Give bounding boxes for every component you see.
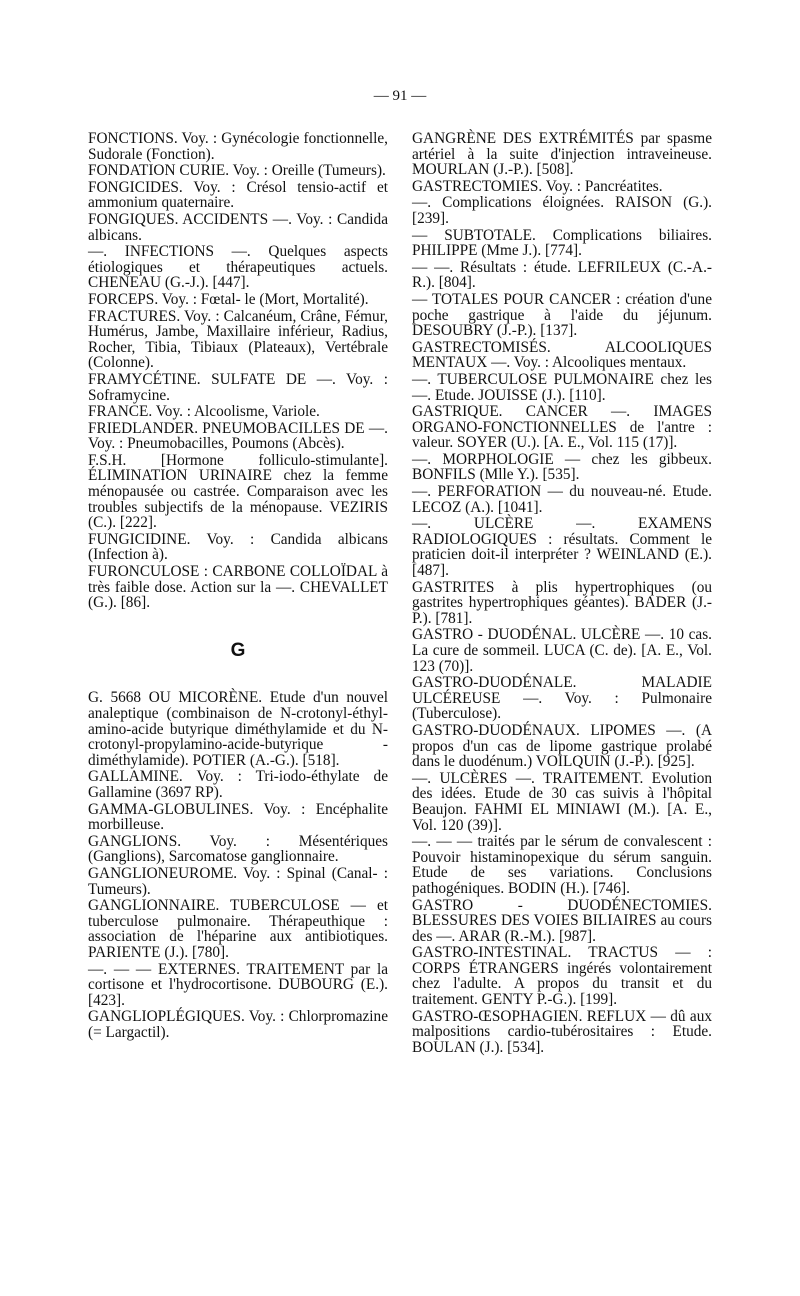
index-entry: —. — — EXTERNES. TRAITEMENT par la cortisone et l'hydrocortisone. DUBOURG (E.). [423]. bbox=[88, 960, 388, 1009]
left-column bbox=[88, 131, 388, 1041]
index-entry: GANGLIONNAIRE. TUBERCULOSE — et tuberculose pulmonaire. Thérapeuthique : association de l'héparine aux antibiotiques. PARIENTE (J.). [780]. bbox=[88, 897, 388, 961]
index-entry: FORCEPS. Voy. : Fœtal- le (Mort, Mortalité). bbox=[88, 290, 369, 308]
index-entry: GASTRO - DUODÉNECTOMIES. BLESSURES DES VOIES BILIAIRES au cours des —. ARAR (R.-M.). [987]. bbox=[412, 896, 712, 945]
index-entry: GASTRO - DUODÉNAL. ULCÈRE —. 10 cas. La cure de sommeil. LUCA (C. de). [A. E., Vol. 123 (70)]. bbox=[412, 626, 712, 675]
index-entry: GASTRO-ŒSOPHAGIEN. REFLUX — dû aux malpositions cardio-tubérositaires : Etude. BOULAN (J.). [534]. bbox=[412, 1007, 712, 1056]
index-entry: — —. Résultats : étude. LEFRILEUX (C.-A.-R.). [804]. bbox=[412, 258, 712, 292]
index-entry: GALLAMINE. Voy. : Tri-iodo-éthylate de Gallamine (3697 RP). bbox=[88, 768, 388, 801]
index-entry: FRACTURES. Voy. : Calcanéum, Crâne, Fémur, Humérus, Jambe, Maxillaire inférieur, Radius, Rocher, Tibia, Tibiaux (Plateaux), Vertébrale (Colonne). bbox=[88, 307, 388, 372]
index-entry: F.S.H. [Hormone folliculo-stimulante]. ÉLIMINATION URINAIRE chez la femme ménopausée ou castrée. Comparaison avec les troubles subjectifs de la ménopause. VEZIRIS (C.). [222]. bbox=[88, 451, 388, 532]
index-entry: —. Complications éloignées. RAISON (G.). [239]. bbox=[412, 194, 712, 227]
right-column bbox=[412, 131, 712, 1056]
index-entry: GANGLIONEUROME. Voy. : Spinal (Canal- : Tumeurs). bbox=[88, 864, 388, 898]
index-entry: FONGICIDES. Voy. : Crésol tensio-actif et ammonium quaternaire. bbox=[88, 178, 388, 212]
index-entry: — TOTALES POUR CANCER : création d'une poche gastrique à l'aide du jéjunum. DESOUBRY (J.-P.). [137]. bbox=[412, 290, 712, 340]
index-entry: FONDATION CURIE. Voy. : Oreille (Tumeurs). bbox=[88, 162, 386, 180]
index-entry: GANGLIOPLÉGIQUES. Voy. : Chlorpromazine (= Largactil). bbox=[88, 1008, 388, 1041]
right-entries bbox=[412, 131, 712, 1055]
index-entry: —. TUBERCULOSE PULMONAIRE chez les —. Etude. JOUISSE (J.). [110]. bbox=[412, 370, 712, 404]
index-entry: GASTRO-DUODÉNAUX. LIPOMES —. (A propos d'un cas de lipome gastrique prolabé dans le duodénum.) VOILQUIN (J.-P.). [925]. bbox=[412, 721, 712, 771]
index-entry: —. ULCÈRE —. EXAMENS RADIOLOGIQUES : résultats. Comment le praticien doit-il interpréter ? WEINLAND (E.). [487]. bbox=[412, 515, 712, 580]
index-entry: GANGRÈNE DES EXTRÉMITÉS par spasme artériel à la suite d'injection intraveineuse. MOURLAN (J.-P.). [508]. bbox=[412, 130, 712, 179]
index-entry: —. ULCÈRES —. TRAITEMENT. Evolution des idées. Etude de 30 cas suivis à l'hôpital Beaujon. FAHMI EL MINIAWI (M.). [A. E., Vol. 120 (39)]. bbox=[412, 769, 712, 834]
index-entry: FONCTIONS. Voy. : Gynécologie fonctionnelle, Sudorale (Fonction). bbox=[88, 130, 388, 163]
index-entry: FONGIQUES. ACCIDENTS —. Voy. : Candida albicans. bbox=[88, 210, 388, 244]
index-entry: —. MORPHOLOGIE — chez les gibbeux. BONFILS (Mlle Y.). [535]. bbox=[412, 450, 712, 484]
index-entry: GASTRITES à plis hypertrophiques (ou gastrites hypertrophiques géantes). BADER (J.-P.). [781]. bbox=[412, 578, 712, 627]
left-entries bbox=[88, 131, 388, 611]
index-entry: GASTRECTOMISÉS. ALCOOLIQUES MENTAUX —. Voy. : Alcooliques mentaux. bbox=[412, 338, 712, 372]
index-entry: FUNGICIDINE. Voy. : Candida albicans (Infection à). bbox=[88, 530, 388, 564]
section-letter: G bbox=[230, 639, 246, 661]
index-entry: GASTRECTOMIES. Voy. : Pancréatites. bbox=[412, 177, 663, 195]
index-entry: GASTRO-INTESTINAL. TRACTUS — : CORPS ÉTRANGERS ingérés volontairement chez l'adulte. A propos du transit et du traitement. GENTY P.-G.). [199]. bbox=[412, 944, 712, 1009]
index-entry: FRAMYCÉTINE. SULFATE DE —. Voy. : Soframycine. bbox=[88, 370, 388, 404]
index-entry: G. 5668 OU MICORÈNE. Etude d'un nouvel analeptique (combinaison de N-crotonyl-éthyl-amino-acide butyrique diméthylamide et du N-crotonyl-propylamino-acide-butyrique - diméthylamide). POTIER (A.-G.). [518]. bbox=[88, 689, 388, 769]
left-g-entries bbox=[88, 690, 388, 1040]
index-entry: — SUBTOTALE. Complications biliaires. PHILIPPE (Mme J.). [774]. bbox=[412, 226, 712, 260]
index-entry: GASTRO-DUODÉNALE. MALADIE ULCÉREUSE —. Voy. : Pulmonaire (Tuberculose). bbox=[412, 674, 712, 723]
index-entry: FRIEDLANDER. PNEUMOBACILLES DE —. Voy. : Pneumobacilles, Poumons (Abcès). bbox=[88, 419, 388, 453]
index-entry: GANGLIONS. Voy. : Mésentériques (Ganglions), Sarcomatose ganglionnaire. bbox=[88, 832, 388, 866]
index-entry: FURONCULOSE : CARBONE COLLOÏDAL à très faible dose. Action sur la —. CHEVALLET (G.). [86]. bbox=[88, 563, 388, 612]
index-entry: —. PERFORATION — du nouveau-né. Etude. LECOZ (A.). [1041]. bbox=[412, 483, 712, 516]
index-entry: —. INFECTIONS —. Quelques aspects étiologiques et thérapeutiques actuels. CHENEAU (G.-J.). [447]. bbox=[88, 243, 388, 292]
page-number: — 91 — bbox=[373, 88, 427, 104]
index-entry: GASTRIQUE. CANCER —. IMAGES ORGANO-FONCTIONNELLES de l'antre : valeur. SOYER (U.). [A. E., Vol. 115 (17)]. bbox=[412, 403, 712, 452]
index-entry: GAMMA-GLOBULINES. Voy. : Encéphalite morbilleuse. bbox=[88, 800, 388, 834]
index-entry: —. — — traités par le sérum de convalescent : Pouvoir histaminopexique du sérum sanguin. Etude de ses variations. Conclusions pathogéniques. BODIN (H.). [746]. bbox=[412, 833, 712, 897]
index-entry: FRANCE. Voy. : Alcoolisme, Variole. bbox=[88, 403, 320, 421]
